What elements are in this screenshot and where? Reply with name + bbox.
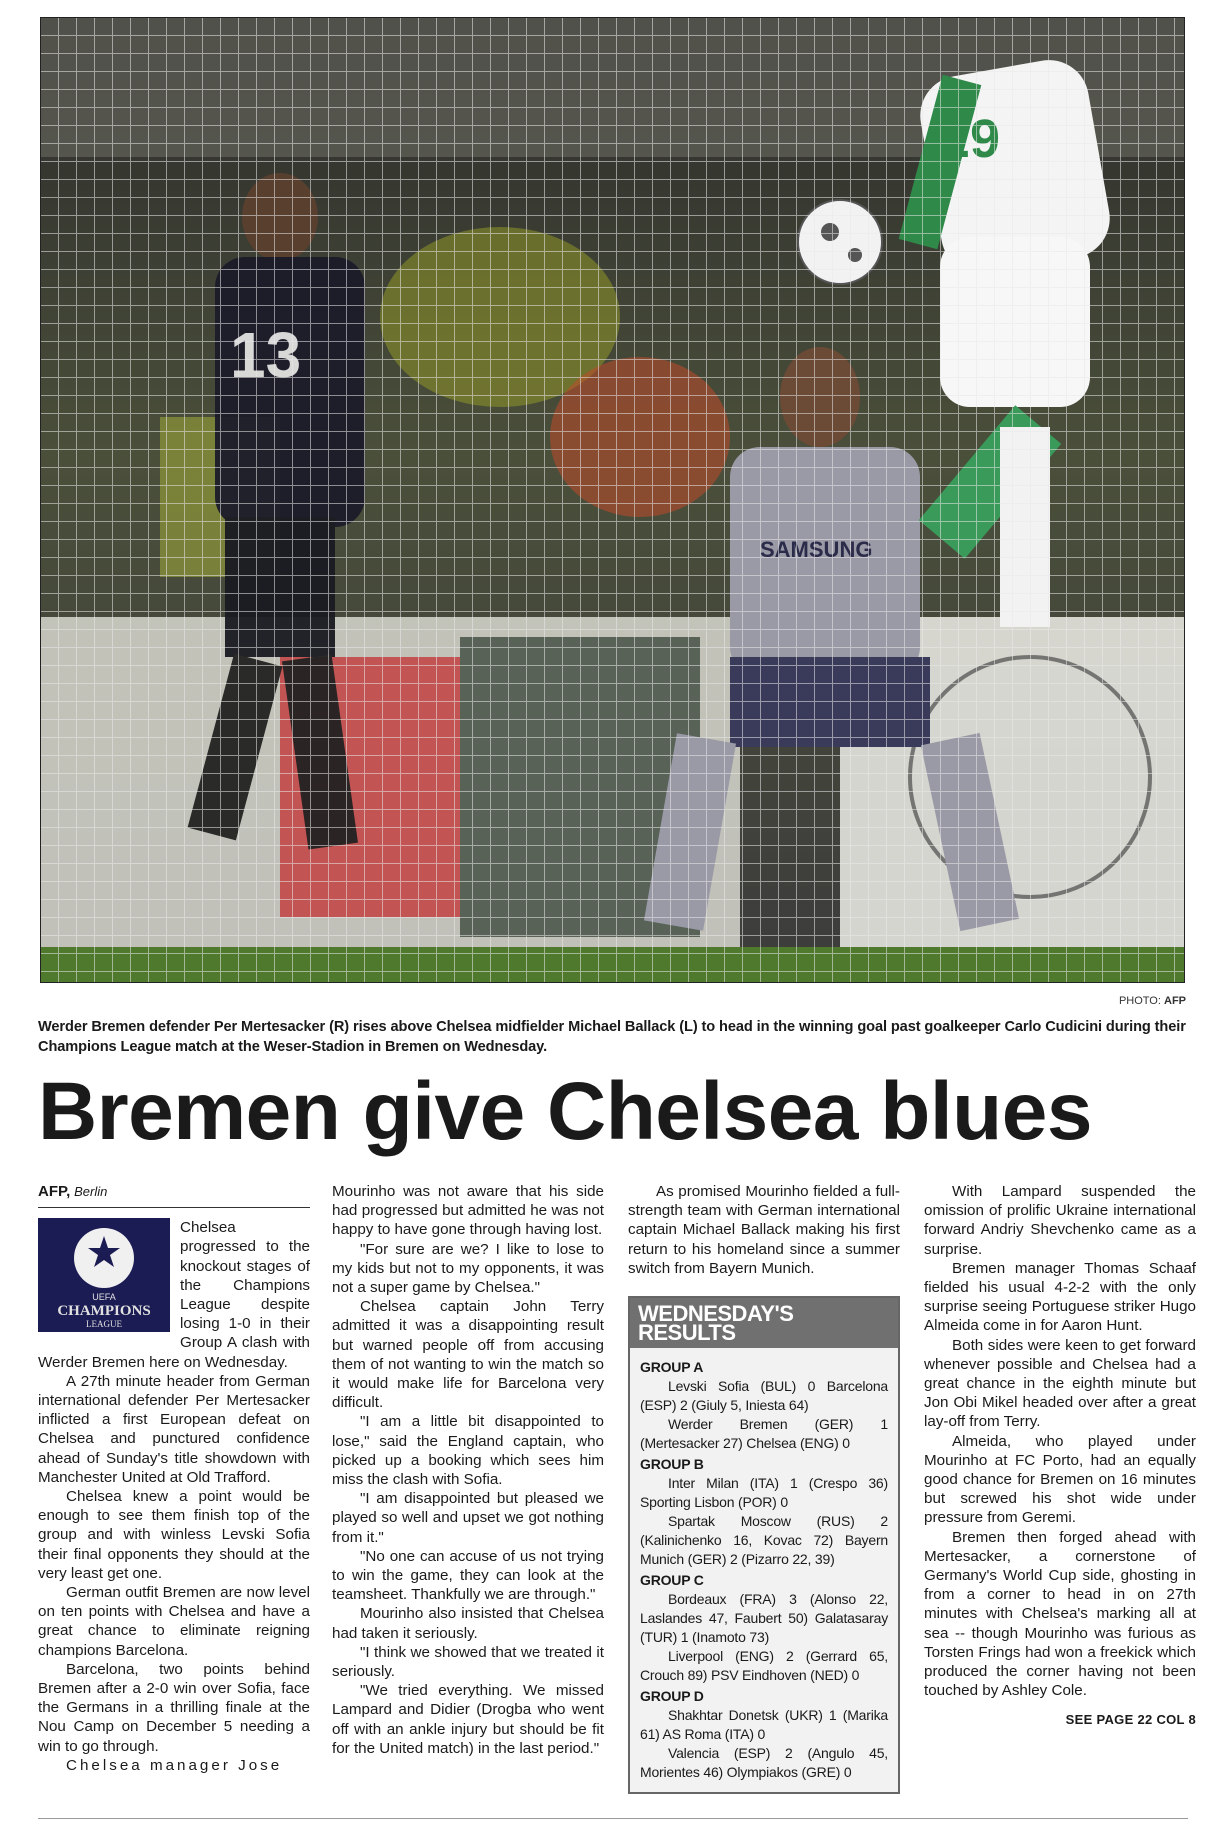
paragraph: Chelsea manager Jose: [66, 1756, 283, 1774]
paragraph: "I am a little bit disappointed to lose," said the England captain, who picked up a booking which sees him miss the clash with Sofia.: [332, 1413, 604, 1489]
logo-text-main: CHAMPIONS: [57, 1303, 151, 1320]
paragraph: German outfit Bremen are now level on ten points with Chelsea and have a great chance to eliminate reigning champions Barcelona.: [38, 1584, 310, 1659]
logo-text-bottom: LEAGUE: [86, 1319, 122, 1330]
results-title: WEDNESDAY'S RESULTS: [630, 1298, 898, 1348]
paragraph: Barcelona, two points behind Bremen after a 2-0 win over Sofia, face the Germans in a thrilling finale at the Nou Camp on December 5 needing a win to go through.: [38, 1660, 310, 1755]
bottom-rule: [38, 1818, 1188, 1819]
article-column-4: [924, 1182, 1196, 1730]
photo-credit: [1119, 995, 1186, 1007]
continued-jump-line: SEE PAGE 22 COL 8: [1065, 1712, 1196, 1728]
paragraph: "I am disappointed but pleased we played so well and upset we got nothing from it.": [332, 1490, 604, 1546]
article-column-1: [38, 1182, 310, 1775]
group-heading: GROUP A: [640, 1359, 704, 1376]
paragraph: Chelsea captain John Terry admitted it was a disappointing result but warned people off from accusing them of not wanting to win the match so it would make life for Barcelona very difficult.: [332, 1298, 604, 1412]
champions-league-logo: [38, 1218, 170, 1332]
paragraph: With Lampard suspended the omission of prolific Ukraine international forward Andriy Shevchenko came as a surprise.: [924, 1183, 1196, 1258]
paragraph: Mourinho was not aware that his side had progressed but admitted he was not happy to have gone through having lost.: [332, 1183, 604, 1239]
group-heading: GROUP D: [640, 1688, 704, 1705]
paragraph: "I think we showed that we treated it seriously.: [332, 1643, 604, 1681]
match-photo: [40, 17, 1185, 983]
photo-caption: Werder Bremen defender Per Mertesacker (R) rises above Chelsea midfielder Michael Ballack (L) to head in the winning goal past goalkeeper Carlo Cudicini during their Champions League match at the Weser-Stadion in Bremen on Wednesday.: [38, 1019, 1186, 1055]
logo-text-top: UEFA: [92, 1292, 116, 1303]
result-line: Inter Milan (ITA) 1 (Crespo 36) Sporting Lisbon (POR) 0: [640, 1475, 888, 1511]
paragraph: A 27th minute header from German international defender Per Mertesacker inflicted a first European defeat on Chelsea and punctured confidence ahead of Sunday's title showdown with Manchester United at Old Trafford.: [38, 1372, 310, 1486]
paragraph: Chelsea knew a point would be enough to see them finish top of the group and with winless Levski Sofia their final opponents they should at the very least get one.: [38, 1488, 310, 1582]
paragraph: "We tried everything. We missed Lampard and Didier (Drogba who went off with an ankle injury but should be fit for the United match) in the last period.": [332, 1682, 604, 1757]
result-line: Bordeaux (FRA) 3 (Alonso 22, Laslandes 47, Faubert 50) Galatasaray (TUR) 1 (Inamoto 73): [640, 1591, 888, 1646]
article-column-2: [332, 1182, 604, 1758]
paragraph: Bremen then forged ahead with Mertesacker, a cornerstone of Germany's World Cup side, ghosting in from a corner to head in on 27th minutes with Chelsea's marking all at sea -- though Mourinho was furious as Torsten Frings had won a freekick which produced the corner having not been touched by Ashley Cole.: [924, 1528, 1196, 1700]
byline-agency: AFP,: [38, 1183, 71, 1200]
paragraph: As promised Mourinho fielded a full-strength team with German international captain Michael Ballack making his first return to his homeland since a summer switch from Bayern Munich.: [628, 1183, 900, 1277]
result-line: Liverpool (ENG) 2 (Gerrard 65, Crouch 89) PSV Eindhoven (NED) 0: [640, 1648, 888, 1684]
results-body: [630, 1348, 898, 1792]
group-heading: GROUP C: [640, 1572, 704, 1589]
article-column-3: [628, 1182, 900, 1794]
byline-city: Berlin: [74, 1184, 108, 1199]
byline: [38, 1182, 310, 1208]
paragraph: "For sure are we? I like to lose to my kids but not to my opponents, it was not a super game by Chelsea.": [332, 1240, 604, 1297]
photo-credit-label: PHOTO:: [1118, 995, 1161, 1007]
paragraph: "No one can accuse of us not trying to win the game, they can look at the teamsheet. Thankfully we are through.": [332, 1547, 604, 1604]
result-line: Levski Sofia (BUL) 0 Barcelona (ESP) 2 (Giuly 5, Iniesta 64): [640, 1378, 888, 1414]
paragraph: Both sides were keen to get forward whenever possible and Chelsea had a great chance in the eighth minute but Jon Obi Mikel headed over after a great lay-off from Terry.: [924, 1336, 1196, 1431]
headline: Bremen give Chelsea blues: [38, 1066, 1092, 1157]
group-heading: GROUP B: [640, 1456, 704, 1473]
paragraph: Chelsea progressed to the knockout stages of the Champions League despite losing 1-0 in their Group A clash with Werder Bremen here on Wednesday.: [38, 1219, 310, 1371]
result-line: Shakhtar Donetsk (UKR) 1 (Marika 61) AS Roma (ITA) 0: [640, 1707, 888, 1743]
paragraph: Bremen manager Thomas Schaaf fielded his usual 4-2-2 with the only surprise seeing Portuguese striker Hugo Almeida come in for Aaron Hunt.: [924, 1259, 1196, 1335]
result-line: Spartak Moscow (RUS) 2 (Kalinichenko 16, Kovac 72) Bayern Munich (GER) 2 (Pizarro 22, 39): [640, 1513, 888, 1568]
paragraph: Almeida, who played under Mourinho at FC Porto, had an equally good chance for Bremen on 16 minutes but screwed his shot wide under pressure from Geremi.: [924, 1432, 1196, 1527]
result-line: Werder Bremen (GER) 1 (Mertesacker 27) Chelsea (ENG) 0: [640, 1416, 888, 1452]
photo-credit-source: AFP: [1164, 995, 1186, 1007]
results-box: [628, 1296, 900, 1794]
result-line: Valencia (ESP) 2 (Angulo 45, Morientes 46) Olympiakos (GRE) 0: [640, 1745, 888, 1781]
paragraph: Mourinho also insisted that Chelsea had taken it seriously.: [332, 1605, 604, 1642]
